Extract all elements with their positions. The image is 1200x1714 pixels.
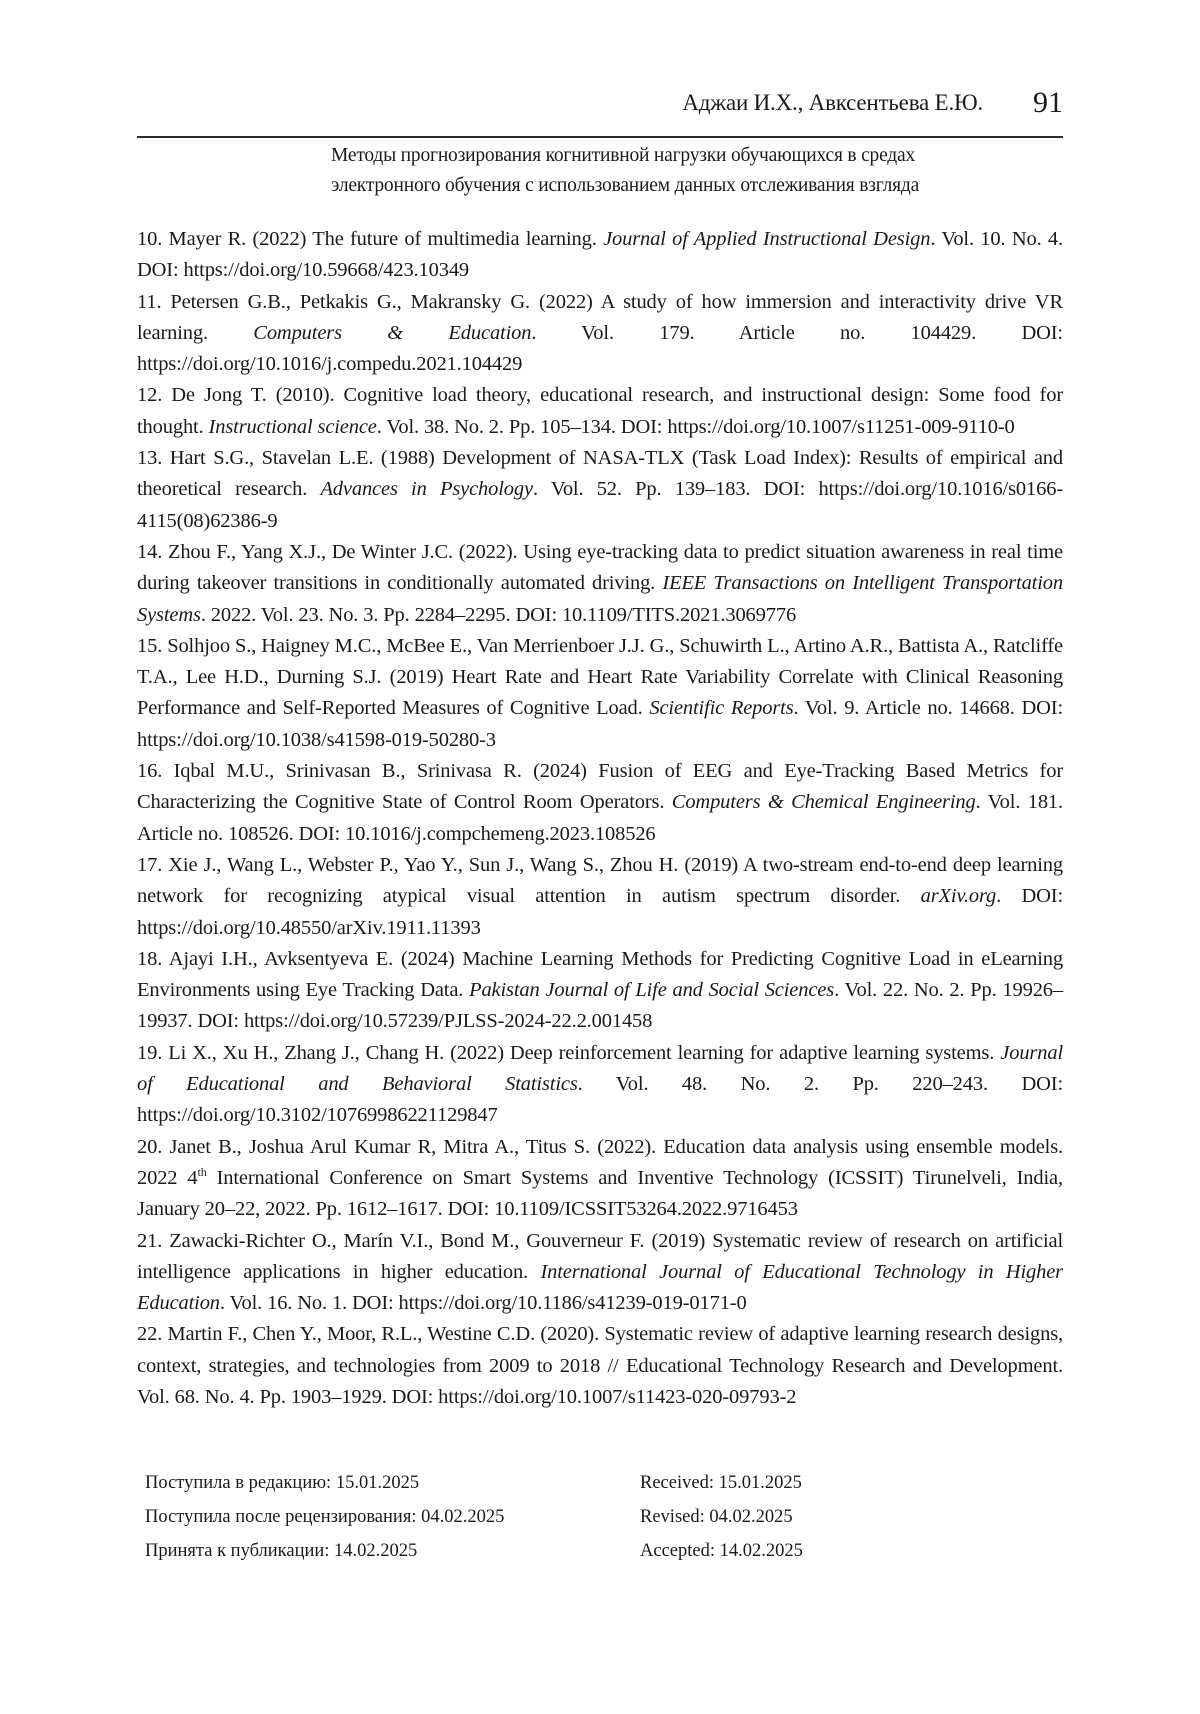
reference-item: 12. De Jong T. (2010). Cognitive load theory, educational research, and instructional design: Some food for thought. Instructional science. Vol. 38. No. 2. Pp. 105–134. DOI: https://doi.org/10.1007/s11251-009-9110-0 <box>137 384 1063 438</box>
running-authors: Аджаи И.Х., Авксентьева Е.Ю. <box>682 90 983 115</box>
accepted-date-ru: Принята к публикации: 14.02.2025 <box>145 1541 418 1561</box>
journal-title: Advances in Psychology <box>320 478 533 501</box>
journal-page <box>137 0 1063 1714</box>
journal-title: Journal of Applied Instructional Design <box>603 228 931 250</box>
reference-item: 13. Hart S.G., Stavelan L.E. (1988) Development of NASA-TLX (Task Load Index): Results of empirical and theoretical research. Advances in Psychology. Vol. 52. Pp. 139–183. DOI: https://doi.org/10.1016/s0166-4115(08)62386-9 <box>137 447 1064 532</box>
journal-title: Computers & Chemical Engineering <box>671 791 976 814</box>
dates-english <box>640 1466 1040 1568</box>
reference-item: 19. Li X., Xu H., Zhang J., Chang H. (2022) Deep reinforcement learning for adaptive learning systems. Journal of Educational and Behavioral Statistics. Vol. 48. No. 2. Pp. 220–243. DOI: https://doi.org/10.3102/10769986221129847 <box>137 1041 1063 1127</box>
journal-title: Journal of Educational and Behavioral Statistics <box>137 1041 1063 1096</box>
journal-title: Instructional science <box>208 415 377 438</box>
reference-list <box>137 224 1063 1413</box>
revised-date-en: Revised: 04.02.2025 <box>640 1507 793 1527</box>
page-header <box>137 84 1063 138</box>
running-title-line-1: Методы прогнозирования когнитивной нагрузки обучающихся в средах <box>331 145 916 166</box>
reference-item: 21. Zawacki-Richter O., Marín V.I., Bond M., Gouverneur F. (2019) Systematic review of research on artificial intelligence applications in higher education. International Journal of Educational Technology in Higher Education. Vol. 16. No. 1. DOI: https://doi.org/10.1186/s41239-019-0171-0 <box>137 1229 1063 1315</box>
ordinal-superscript: th <box>197 1164 207 1179</box>
journal-title: Pakistan Journal of Life and Social Sciences <box>469 979 835 1002</box>
reference-item: 15. Solhjoo S., Haigney M.C., McBee E., Van Merrienboer J.J. G., Schuwirth L., Artino A.R., Battista A., Ratcliffe T.A., Lee H.D., Durning S.J. (2019) Heart Rate and Heart Rate Variability Correlate with Clinical Reasoning Performance and Self-Reported Measures of Cognitive Load. Scientific Reports. Vol. 9. Article no. 14668. DOI: https://doi.org/10.1038/s41598-019-50280-3 <box>137 634 1063 751</box>
reference-item: 18. Ajayi I.H., Avksentyeva E. (2024) Machine Learning Methods for Predicting Cognitive Load in eLearning Environments using Eye Tracking Data. Pakistan Journal of Life and Social Sciences. Vol. 22. No. 2. Pp. 19926–19937. DOI: https://doi.org/10.57239/PJLSS-2024-22.2.001458 <box>137 947 1064 1033</box>
revised-date-ru: Поступила после рецензирования: 04.02.2025 <box>145 1507 505 1527</box>
reference-item: 17. Xie J., Wang L., Webster P., Yao Y., Sun J., Wang S., Zhou H. (2019) A two-stream end-to-end deep learning network for recognizing atypical visual attention in autism spectrum disorder. arXiv.org. DOI: https://doi.org/10.48550/arXiv.1911.11393 <box>137 853 1064 939</box>
reference-item: 10. Mayer R. (2022) The future of multimedia learning. Journal of Applied Instructional Design. Vol. 10. No. 4. DOI: https://doi.org/10.59668/423.10349 <box>137 228 1063 282</box>
journal-title: Scientific Reports <box>649 697 794 720</box>
reference-item: 16. Iqbal M.U., Srinivasan B., Srinivasa R. (2024) Fusion of EEG and Eye-Tracking Based Metrics for Characterizing the Cognitive State of Control Room Operators. Computers & Chemical Engineering. Vol. 181. Article no. 108526. DOI: 10.1016/j.compchemeng.2023.108526 <box>137 760 1064 845</box>
received-date-ru: Поступила в редакцию: 15.01.2025 <box>145 1473 420 1493</box>
page-number: 91 <box>1033 86 1063 119</box>
journal-title: IEEE Transactions on Intelligent Transportation Systems <box>137 572 1063 626</box>
reference-item: 11. Petersen G.B., Petkakis G., Makransky G. (2022) A study of how immersion and interactivity drive VR learning. Computers & Education. Vol. 179. Article no. 104429. DOI: https://doi.org/10.1016/j.compedu.2021.104429 <box>137 290 1063 376</box>
journal-title: Computers & Education <box>253 321 532 344</box>
accepted-date-en: Accepted: 14.02.2025 <box>640 1541 803 1561</box>
running-title-line-2: электронного обучения с использованием данных отслеживания взгляда <box>331 175 920 196</box>
dates-russian <box>145 1466 625 1568</box>
reference-item: 22. Martin F., Chen Y., Moor, R.L., Westine C.D. (2020). Systematic review of adaptive learning research designs, context, strategies, and technologies from 2009 to 2018 // Educational Technology Research and Development. Vol. 68. No. 4. Pp. 1903–1929. DOI: https://doi.org/10.1007/s11423-020-09793-2 <box>137 1323 1063 1408</box>
reference-item: 14. Zhou F., Yang X.J., De Winter J.C. (2022). Using eye-tracking data to predict situation awareness in real time during takeover transitions in conditionally automated driving. IEEE Transactions on Intelligent Transportation Systems. 2022. Vol. 23. No. 3. Pp. 2284–2295. DOI: 10.1109/TITS.2021.3069776 <box>137 540 1063 626</box>
running-title <box>331 141 1063 201</box>
received-date-en: Received: 15.01.2025 <box>640 1473 802 1493</box>
journal-title: arXiv.org <box>920 885 997 908</box>
reference-item: 20. Janet B., Joshua Arul Kumar R, Mitra A., Titus S. (2022). Education data analysis using ensemble models. 2022 4th International Conference on Smart Systems and Inventive Technology (ICSSIT) Tirunelveli, India, January 20–22, 2022. Pp. 1612–1617. DOI: 10.1109/ICSSIT53264.2022.9716453 <box>137 1135 1063 1221</box>
journal-title: International Journal of Educational Technology in Higher Education <box>137 1260 1063 1315</box>
